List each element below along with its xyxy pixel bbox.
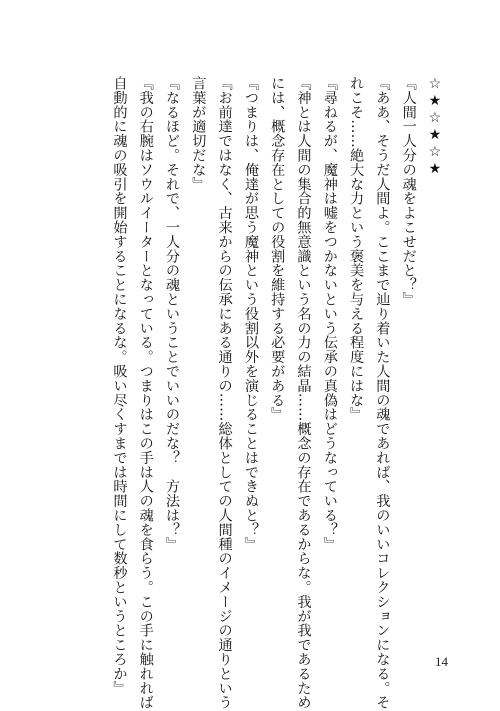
text-line: には、概念存在としての役割を維持する必要がある』 [269, 76, 286, 422]
text-line: 『尋ねるが、魔神は嘘をつかないという伝承の真偽はどうなっている？』 [321, 76, 338, 552]
text-line: 『ああ、そうだ人間よ。ここまで辿り着いた人間の魂であれば、我のいいコレクションになる。そ [374, 76, 391, 710]
text-line: 『お前達ではなく、古来からの伝承にある通りの……総体としての人間種のイメージの通りという [216, 76, 233, 710]
text-line: 『人間一人分の魂をよこせだと？』 [400, 76, 417, 307]
text-line: 言葉が適切だな』 [190, 76, 207, 192]
text-line: れこそ……絶大な力という褒美を与える程度にはな』 [348, 76, 365, 422]
text-line: 『なるほど。それで、一人分の魂ということでいいのだな？ 方法は？』 [164, 76, 181, 552]
text-line: 『我の右腕はソウルイーターとなっている。つまりはこの手は人の魂を食らう。この手に触れれば [137, 76, 154, 710]
star-ornament: ☆★☆★☆★ [427, 76, 443, 178]
page-number: 14 [435, 654, 448, 669]
text-line: 自動的に魂の吸引を開始することになるな。吸い尽くすまでは時間にして数秒というところか』 [111, 76, 128, 696]
text-line: 『神とは人間の集合的無意識という名の力の結晶……概念の存在であるからな。我が我であるため [295, 76, 312, 710]
text-line: 『つまりは、俺達が思う魔神という役割以外を演じることはできぬと？』 [242, 76, 259, 552]
